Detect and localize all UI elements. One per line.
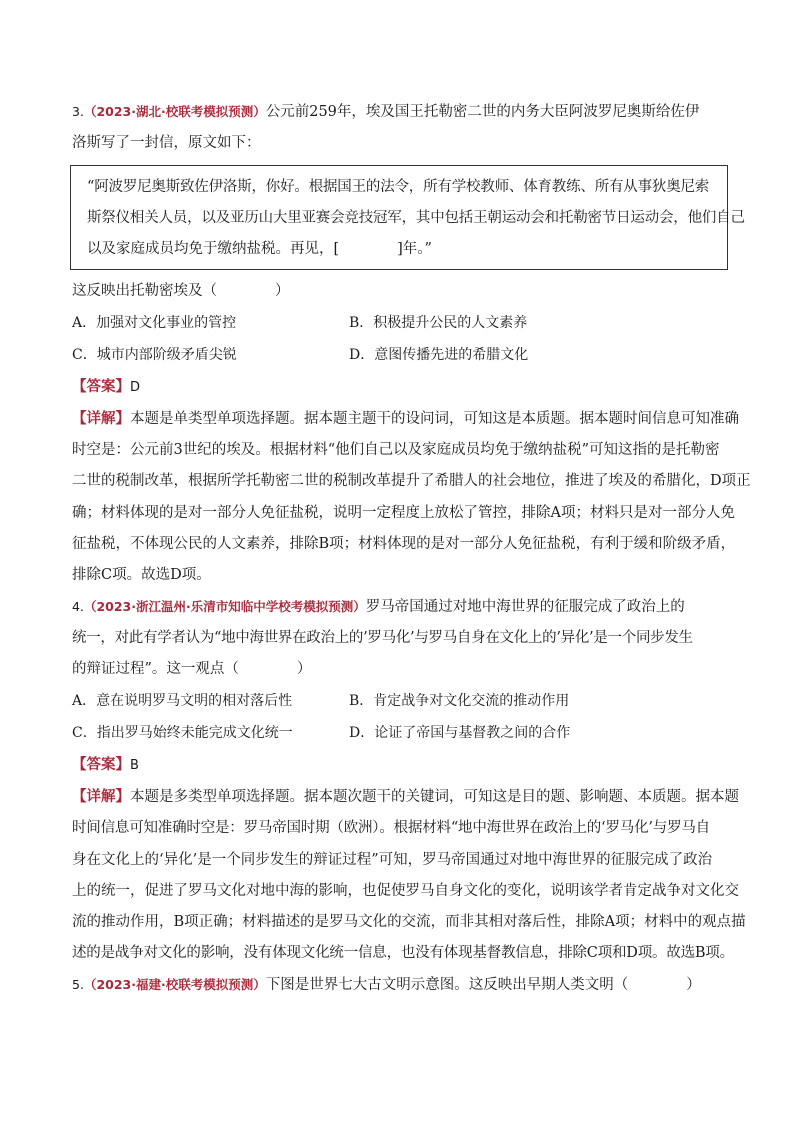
explanation-line: 述的是战争对文化的影响，没有体现文化统一信息，也没有体现基督教信息，排除C项和D项。故选B项。 <box>72 945 734 962</box>
explanation-line: 时间信息可知准确时空是：罗马帝国时期（欧洲）。根据材料“地中海世界在政治上的‘罗马化’与罗马自 <box>72 820 710 837</box>
option-c: C．城市内部阶级矛盾尖锐 <box>72 347 237 363</box>
stem-text: 下图是世界七大古文明示意图。这反映出早期人类文明（ ） <box>265 977 701 994</box>
option-b: B．积极提升公民的人文素养 <box>349 315 528 331</box>
answer-tag: 【答案】 <box>72 378 130 395</box>
explanation <box>72 403 751 591</box>
explanation-line: 二世的税制改革，根据所学托勒密二世的税制改革提升了希腊人的社会地位，推进了埃及的希腊化，D项正 <box>72 473 751 490</box>
option-d: D．论证了帝国与基督教之间的合作 <box>349 725 571 742</box>
answer-line <box>72 371 732 403</box>
quote-box <box>70 165 745 270</box>
answer-line <box>72 749 732 781</box>
question-3-prompt: 这反映出托勒密埃及（ ） <box>72 283 290 299</box>
question-source: （2023·浙江温州·乐清市知临中学校考模拟预测） <box>83 599 366 615</box>
option-a: A．意在说明罗马文明的相对落后性 <box>72 693 293 710</box>
question-5 <box>72 969 732 1001</box>
question-3 <box>72 96 751 591</box>
document-page <box>72 96 751 1001</box>
option-b: B．肯定战争对文化交流的推动作用 <box>349 693 570 710</box>
explanation-line: 身在文化上的‘异化’是一个同步发生的辩证过程”可知，罗马帝国通过对地中海世界的征服完成了政治 <box>72 851 713 868</box>
question-source: （2023·湖北·校联考模拟预测） <box>83 104 266 119</box>
question-3-stem-line-2: 洛斯写了一封信，原文如下： <box>72 135 261 151</box>
options-row-2 <box>72 717 732 749</box>
explanation-text: 本题是多类型单项选择题。据本题次题干的关键词，可知这是目的题、影响题、本质题。据本题 <box>130 789 739 806</box>
option-a: A．加强对文化事业的管控 <box>72 315 237 331</box>
question-4 <box>72 591 746 969</box>
quote-line-1: “阿波罗尼奥斯致佐伊洛斯，你好。根据国王的法令，所有学校教师、体育教练、所有从事狄奥尼索 <box>87 179 710 195</box>
answer-value: B <box>130 758 139 774</box>
question-number: 5. <box>72 977 84 993</box>
stem-text: 罗马帝国通过对地中海世界的征服完成了政治上的 <box>365 599 685 616</box>
question-3-stem-line-1 <box>72 96 732 128</box>
answer-tag: 【答案】 <box>72 756 130 774</box>
options-row-1 <box>72 685 732 717</box>
question-4-stem-line-3: 的辩证过程”。这一观点（ ） <box>72 661 312 678</box>
explanation-text: 本题是单类型单项选择题。据本题主题干的设问词，可知这是本质题。据本题时间信息可知准确 <box>130 411 739 427</box>
question-number: 4. <box>72 599 84 615</box>
explanation-line: 排除C项。故选D项。 <box>72 567 211 584</box>
answer-value: D <box>130 380 141 395</box>
explanation-line <box>72 781 739 813</box>
question-5-stem-line-1 <box>72 969 732 1001</box>
options-row-1 <box>72 307 732 339</box>
option-d: D．意图传播先进的希腊文化 <box>349 347 529 363</box>
explanation-line: 时空是：公元前3世纪的埃及。根据材料“他们自己以及家庭成员均免于缴纳盐税”可知这指的是托勒密 <box>72 442 720 459</box>
detail-tag: 【详解】 <box>72 410 130 427</box>
question-4-stem-line-1 <box>72 591 732 623</box>
explanation-line: 征盐税，不体现公民的人文素养，排除B项；材料体现的是对一部分人免征盐税，有利于缓和阶级矛盾， <box>72 535 736 552</box>
quote-line-2: 斯祭仪相关人员，以及亚历山大里亚赛会竞技冠军，其中包括王朝运动会和托勒密节日运动会，他们自己 <box>87 210 745 226</box>
explanation-line: 确；材料体现的是对一部分人免征盐税，说明一定程度上放松了管控，排除A项；材料只是对一部分人免 <box>72 504 735 521</box>
quote-line-3: 以及家庭成员均免于缴纳盐税。再见，[ ]年。” <box>87 241 432 257</box>
explanation-line: 流的推动作用，B项正确；材料描述的是罗马文化的交流，而非其相对落后性，排除A项；材料中的观点描 <box>72 914 746 931</box>
stem-text: 公元前259年，埃及国王托勒密二世的内务大臣阿波罗尼奥斯给佐伊 <box>265 104 700 120</box>
explanation <box>72 781 746 969</box>
option-c: C．指出罗马始终未能完成文化统一 <box>72 725 293 742</box>
question-4-stem-line-2: 统一，对此有学者认为“地中海世界在政治上的’罗马化’与罗马自身在文化上的’异化’是一个同步发生 <box>72 630 693 647</box>
question-source: （2023·福建·校联考模拟预测） <box>83 977 266 993</box>
explanation-line <box>72 403 739 435</box>
question-number: 3. <box>72 104 84 119</box>
options-row-2 <box>72 339 732 371</box>
explanation-line: 上的统一，促进了罗马文化对地中海的影响，也促使罗马自身文化的变化，说明该学者肯定战争对文化交 <box>72 882 739 899</box>
detail-tag: 【详解】 <box>72 788 130 806</box>
